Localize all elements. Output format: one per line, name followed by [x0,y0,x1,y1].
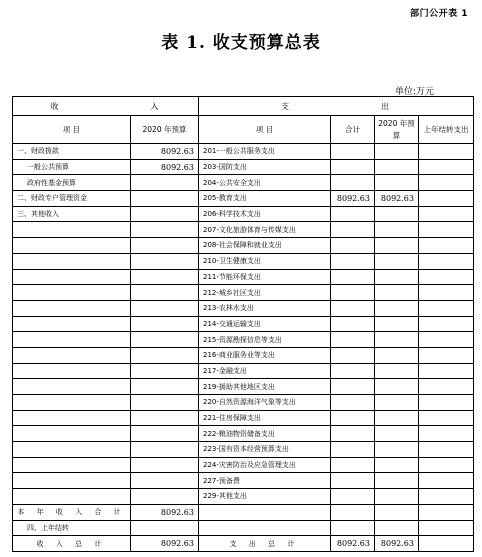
table-row [13,316,474,332]
income-value-cell [131,426,199,442]
income-item-cell [13,473,131,489]
expense-item-cell: 220-自然资源海洋气象等支出 [199,395,331,411]
carryover-row [13,520,474,536]
expense-carry-cell [419,332,474,348]
empty-cell [331,504,375,520]
expense-carry-cell [419,410,474,426]
table-row [13,300,474,316]
expense-item-cell: 223-国有资本经营预算支出 [199,442,331,458]
income-total-label: 本 年 收 入 合 计 [13,504,131,520]
expense-total-cell [331,144,375,160]
expense-budget-cell [375,426,419,442]
expense-budget-cell: 8092.63 [375,191,419,207]
expense-total-cell [331,379,375,395]
income-item-cell [13,347,131,363]
expense-total-cell [331,473,375,489]
expense-total-cell [331,332,375,348]
expense-group-header: 支 出 [199,97,474,116]
expense-total-cell [331,363,375,379]
table-row [13,159,474,175]
expense-total-cell [331,442,375,458]
income-item-cell [13,457,131,473]
income-value-cell [131,269,199,285]
table-row [13,426,474,442]
expense-item-cell: 215-资源勘探信息等支出 [199,332,331,348]
empty-cell [375,520,419,536]
col-total: 合计 [331,116,375,144]
table-row [13,191,474,207]
empty-cell [199,520,331,536]
unit-label: 单位:万元 [394,87,434,97]
expense-budget-cell [375,300,419,316]
income-item-cell [13,363,131,379]
table-row [13,269,474,285]
expense-carry-cell [419,253,474,269]
expense-total-cell [331,159,375,175]
income-value-cell [131,410,199,426]
col-income-item: 项 目 [13,116,131,144]
income-item-cell [13,300,131,316]
table-row [13,222,474,238]
expense-budget-cell [375,285,419,301]
expense-item-cell: 227-预备费 [199,473,331,489]
col-expense-budget: 2020 年预算 [375,116,419,144]
expense-total-cell [331,426,375,442]
expense-carry-cell [419,489,474,505]
income-value-cell [131,457,199,473]
expense-item-cell: 204-公共安全支出 [199,175,331,191]
expense-item-cell: 203-国防支出 [199,159,331,175]
income-item-cell [13,285,131,301]
expense-item-cell: 219-援助其他地区支出 [199,379,331,395]
expense-carry-cell [419,285,474,301]
expense-item-cell: 212-城乡社区支出 [199,285,331,301]
income-item-cell [13,332,131,348]
income-value-cell: 8092.63 [131,159,199,175]
expense-total-cell [331,489,375,505]
expense-total-cell [331,175,375,191]
table-row [13,395,474,411]
expense-budget-cell [375,316,419,332]
expense-budget-cell [375,206,419,222]
income-value-cell [131,489,199,505]
income-group-header: 收 入 [13,97,199,116]
expense-carry-cell [419,175,474,191]
table-row [13,332,474,348]
expense-total-cell [331,269,375,285]
table-row [13,144,474,160]
carryover-label: 四、上年结转 [13,520,131,536]
income-item-cell [13,269,131,285]
expense-carry-cell [419,144,474,160]
expense-carry-cell [419,206,474,222]
expense-item-cell: 217-金融支出 [199,363,331,379]
income-value-cell [131,316,199,332]
income-value-cell [131,222,199,238]
expense-budget-cell [375,269,419,285]
income-value-cell [131,238,199,254]
expense-carry-cell [419,363,474,379]
expense-item-cell: 221-住房保障支出 [199,410,331,426]
expense-budget-cell [375,395,419,411]
income-item-cell: 二、财政专户管理资金 [13,191,131,207]
income-value-cell: 8092.63 [131,144,199,160]
table-row [13,489,474,505]
grand-income-label: 收 入 总 计 [13,536,131,552]
expense-total-cell: 8092.63 [331,191,375,207]
table-row [13,473,474,489]
expense-carry-cell [419,442,474,458]
expense-carry-cell [419,300,474,316]
income-item-cell [13,253,131,269]
income-value-cell [131,347,199,363]
expense-item-cell: 210-卫生健康支出 [199,253,331,269]
expense-total-cell [331,347,375,363]
grand-expense-total: 8092.63 [331,536,375,552]
income-item-cell [13,316,131,332]
col-expense-item: 项 目 [199,116,331,144]
col-carryover: 上年结转支出 [419,116,474,144]
table-row [13,206,474,222]
expense-total-cell [331,238,375,254]
expense-budget-cell [375,159,419,175]
income-value-cell [131,300,199,316]
expense-budget-cell [375,144,419,160]
expense-budget-cell [375,363,419,379]
empty-cell [419,536,474,552]
expense-carry-cell [419,395,474,411]
table-row [13,347,474,363]
empty-cell [331,520,375,536]
expense-total-cell [331,300,375,316]
income-value-cell [131,442,199,458]
expense-carry-cell [419,473,474,489]
expense-budget-cell [375,410,419,426]
expense-carry-cell [419,222,474,238]
expense-budget-cell [375,347,419,363]
expense-budget-cell [375,238,419,254]
income-item-cell: 三、其他收入 [13,206,131,222]
expense-total-cell [331,395,375,411]
expense-budget-cell [375,175,419,191]
expense-carry-cell [419,269,474,285]
expense-carry-cell [419,238,474,254]
expense-carry-cell [419,347,474,363]
expense-item-cell: 222-粮油物资储备支出 [199,426,331,442]
budget-table [12,96,474,552]
grand-expense-label: 支 出 总 计 [199,536,331,552]
expense-budget-cell [375,457,419,473]
income-value-cell [131,175,199,191]
expense-item-cell: 201-一般公共服务支出 [199,144,331,160]
expense-total-cell [331,410,375,426]
expense-item-cell: 224-灾害防治及应急管理支出 [199,457,331,473]
expense-item-cell: 207-文化旅游体育与传媒支出 [199,222,331,238]
income-item-cell [13,222,131,238]
grand-total-row [13,536,474,552]
income-value-cell [131,253,199,269]
grand-income-value: 8092.63 [131,536,199,552]
income-item-cell [13,379,131,395]
table-row [13,410,474,426]
expense-carry-cell [419,457,474,473]
page-title: 表 1. 收支预算总表 [161,33,321,53]
empty-cell [419,504,474,520]
grand-expense-budget: 8092.63 [375,536,419,552]
expense-item-cell: 229-其他支出 [199,489,331,505]
income-item-cell [13,410,131,426]
expense-budget-cell [375,473,419,489]
income-item-cell [13,442,131,458]
income-value-cell [131,473,199,489]
expense-item-cell: 208-社会保障和就业支出 [199,238,331,254]
expense-total-cell [331,285,375,301]
expense-carry-cell [419,191,474,207]
income-item-cell [13,489,131,505]
income-item-cell: 一般公共预算 [13,159,131,175]
expense-item-cell: 214-交通运输支出 [199,316,331,332]
expense-budget-cell [375,379,419,395]
expense-budget-cell [375,489,419,505]
income-value-cell [131,395,199,411]
expense-budget-cell [375,253,419,269]
table-row [13,175,474,191]
expense-item-cell: 211-节能环保支出 [199,269,331,285]
expense-budget-cell [375,222,419,238]
expense-item-cell: 206-科学技术支出 [199,206,331,222]
income-item-cell: 一、财政拨款 [13,144,131,160]
expense-total-cell [331,253,375,269]
income-value-cell [131,206,199,222]
column-header-row [13,116,474,144]
table-row [13,457,474,473]
income-total-row [13,504,474,520]
expense-total-cell [331,222,375,238]
group-header-row [13,97,474,116]
income-item-cell [13,238,131,254]
income-item-cell [13,395,131,411]
expense-total-cell [331,206,375,222]
expense-item-cell: 213-农林水支出 [199,300,331,316]
income-value-cell [131,363,199,379]
income-value-cell [131,285,199,301]
income-value-cell [131,332,199,348]
income-total-value: 8092.63 [131,504,199,520]
empty-cell [199,504,331,520]
table-row [13,285,474,301]
income-item-cell [13,426,131,442]
table-row [13,442,474,458]
table-row [13,363,474,379]
col-income-budget: 2020 年预算 [131,116,199,144]
expense-item-cell: 205-教育支出 [199,191,331,207]
table-row [13,253,474,269]
expense-total-cell [331,457,375,473]
table-row [13,379,474,395]
expense-budget-cell [375,442,419,458]
expense-carry-cell [419,159,474,175]
income-value-cell [131,191,199,207]
expense-total-cell [331,316,375,332]
table-row [13,238,474,254]
empty-cell [131,520,199,536]
expense-budget-cell [375,332,419,348]
expense-carry-cell [419,379,474,395]
expense-carry-cell [419,426,474,442]
empty-cell [419,520,474,536]
expense-carry-cell [419,316,474,332]
expense-item-cell: 216-商业服务业等支出 [199,347,331,363]
income-item-cell: 政府性基金预算 [13,175,131,191]
document-code: 部门公开表 1 [410,9,468,19]
empty-cell [375,504,419,520]
income-value-cell [131,379,199,395]
